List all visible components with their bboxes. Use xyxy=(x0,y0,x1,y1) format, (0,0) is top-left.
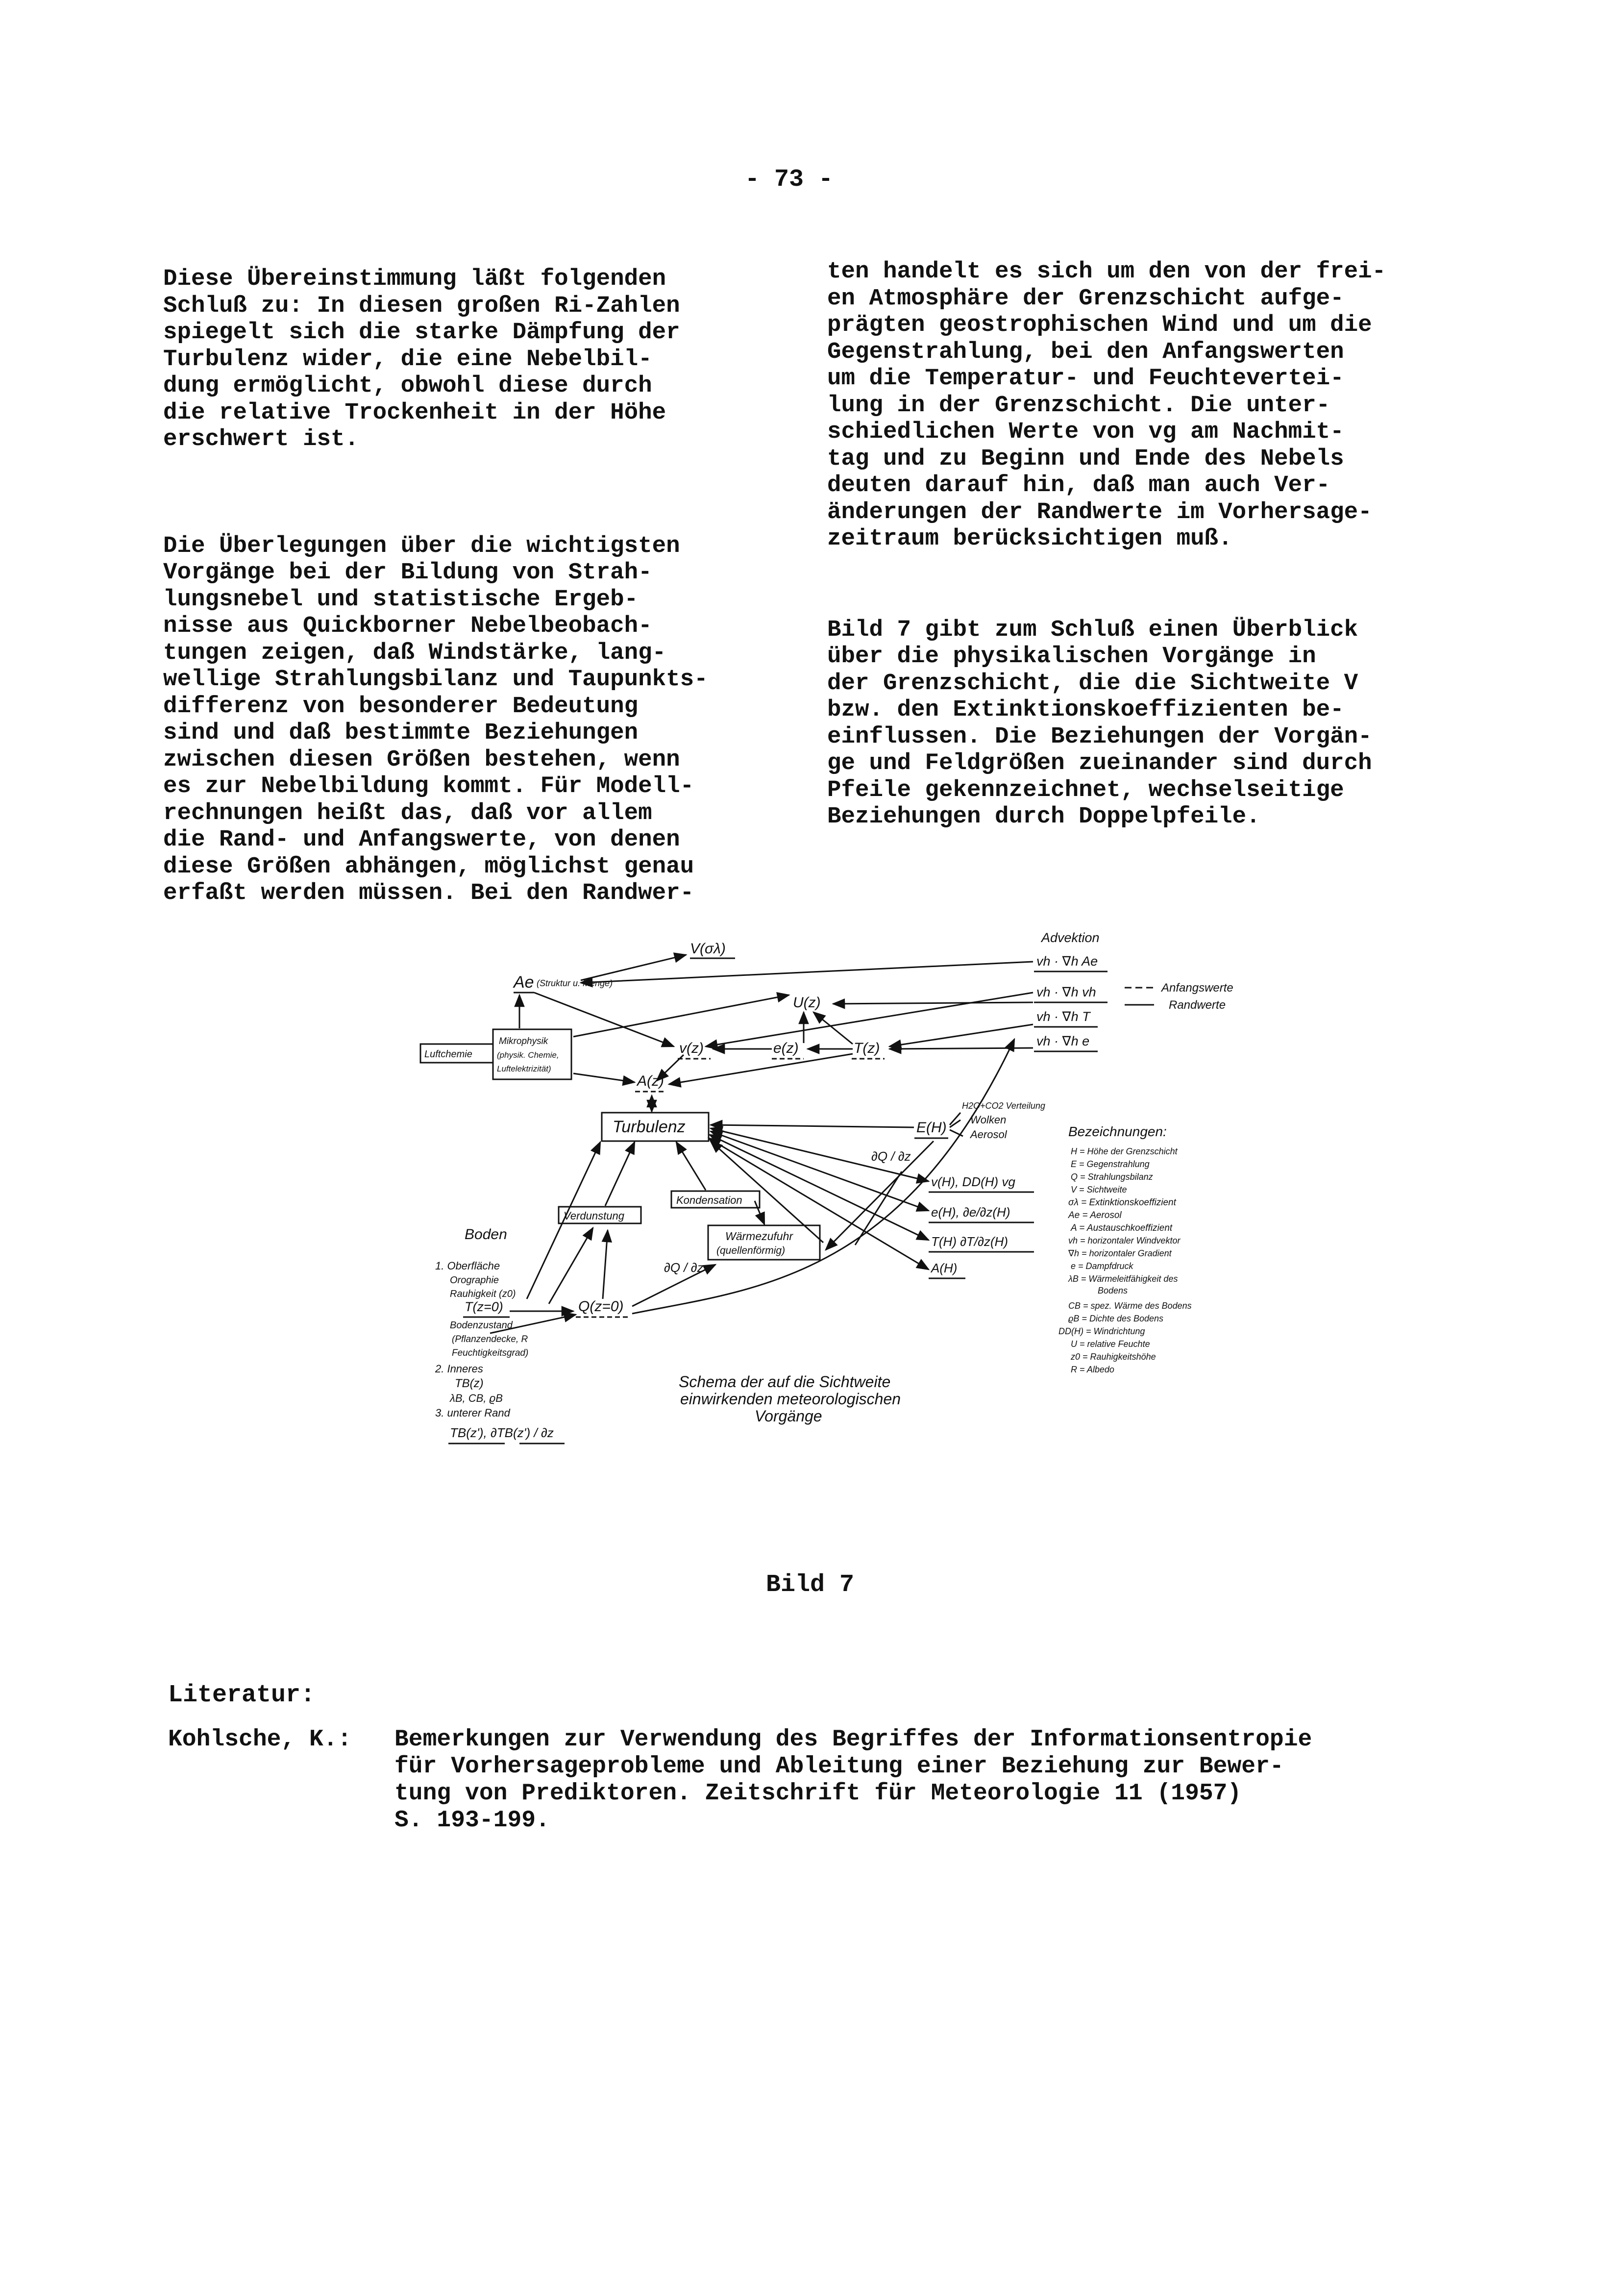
boden-label: Boden xyxy=(465,1226,507,1243)
bez-item-9: ∇h = horizontaler Gradient xyxy=(1068,1248,1172,1258)
boden-item-1: 1. Oberfläche xyxy=(435,1260,500,1272)
schema-title-3: Vorgänge xyxy=(755,1407,822,1425)
figure-caption: Bild 7 xyxy=(766,1571,855,1599)
boden-item-10: λB, CB, ϱB xyxy=(450,1392,503,1404)
mikrophysik-line-3: Luftelektrizität) xyxy=(497,1064,551,1073)
arrow-adv-vh-to-uz xyxy=(833,1002,1033,1004)
left-paragraph-1: Diese Übereinstimmung läßt folgenden Schluß zu: In diesen großen Ri-Zahlen spiegelt sich die starke Dämpfung der Turbulenz wider, die eine Nebelbil- dung ermöglicht, obwohl diese durch die relative Trockenheit in der Höhe erschwert ist. xyxy=(163,266,680,452)
kondensation-label: Kondensation xyxy=(676,1194,742,1206)
arrow-adv-e-to-tz xyxy=(889,1048,1033,1049)
a-z-label: A(z) xyxy=(637,1073,664,1089)
advektion-label: Advektion xyxy=(1041,930,1100,945)
t-z-label: T(z) xyxy=(854,1040,880,1056)
bez-item-2: E = Gegenstrahlung xyxy=(1071,1159,1150,1169)
dq-dz-label-2: ∂Q / ∂z xyxy=(664,1260,704,1275)
boden-item-7: Feuchtigkeitsgrad) xyxy=(452,1348,529,1358)
diagram-arrows xyxy=(490,955,1033,1333)
verdunstung-label: Verdunstung xyxy=(564,1210,624,1222)
eh-source-aerosol: Aerosol xyxy=(970,1128,1007,1141)
e-h-label: E(H) xyxy=(916,1120,947,1136)
v-z-label: v(z) xyxy=(679,1040,704,1056)
page-number: - 73 - xyxy=(745,166,834,194)
v-sigma-label: V(σλ) xyxy=(690,941,726,957)
boden-item-2: Orographie xyxy=(450,1275,499,1286)
boden-item-5: Bodenzustand xyxy=(450,1320,513,1331)
h-pair-e: e(H), ∂e/∂z(H) xyxy=(931,1205,1010,1220)
arrow-turb-kondensation xyxy=(676,1142,706,1190)
reference-author: Kohlsche, K.: xyxy=(168,1726,352,1753)
bez-item-14: ϱB = Dichte des Bodens xyxy=(1068,1314,1164,1323)
q-z0-label: Q(z=0) xyxy=(578,1298,624,1315)
bez-item-18: R = Albedo xyxy=(1071,1365,1114,1374)
mikrophysik-line-2: (physik. Chemie, xyxy=(497,1050,559,1060)
h-pair-t: T(H) ∂T/∂z(H) xyxy=(931,1234,1009,1249)
arrow-mikrophysik-to-uz xyxy=(573,995,789,1037)
h-pair-v: v(H), DD(H) vg xyxy=(931,1174,1015,1189)
adv-term-t: vh · ∇h T xyxy=(1036,1009,1090,1024)
bez-item-5: σλ = Extinktionskoeffizient xyxy=(1068,1197,1176,1208)
bez-item-16: U = relative Feuchte xyxy=(1071,1339,1150,1349)
literature-heading: Literatur: xyxy=(168,1681,316,1709)
waermezufuhr-line-2: (quellenförmig) xyxy=(716,1245,786,1256)
boden-item-11: 3. unterer Rand xyxy=(435,1407,510,1419)
ae-sub-label: (Struktur u. Menge) xyxy=(537,978,613,988)
ae-label: Ae xyxy=(514,973,534,992)
arrow-mikro-to-az xyxy=(573,1073,635,1082)
left-paragraph-2: Die Überlegungen über die wichtigsten Vorgänge bei der Bildung von Strah- lungsnebel und statistische Ergeb- nisse aus Quickborner Nebelbeobach- tungen zeigen, daß Windstärke, lang- wellige Strahlungsbilanz und Taupunkts- differenz von besonderer Bedeutung sind und daß bestimmte Beziehungen zwischen diesen Größen bestehen, wenn es zur Nebelbildung kommt. Für Modell- rechnungen heißt das, daß vor allem die Rand- und Anfangswerte, von denen diese Größen abhängen, möglichst genau erfaßt werden müssen. Bei den Randwer- xyxy=(163,532,708,906)
turbulenz-label: Turbulenz xyxy=(613,1118,686,1136)
bezeichnungen-title: Bezeichnungen: xyxy=(1068,1124,1167,1139)
boden-item-12: TB(z'), ∂TB(z') / ∂z xyxy=(450,1425,554,1440)
bez-item-3: Q = Strahlungsbilanz xyxy=(1071,1172,1153,1182)
arrow-qz0-to-verdunstung xyxy=(603,1230,608,1299)
boden-item-9: TB(z) xyxy=(455,1377,484,1390)
bez-item-17: z0 = Rauhigkeitshöhe xyxy=(1071,1352,1156,1362)
arrow-vz-to-az xyxy=(657,1055,684,1081)
right-column xyxy=(827,205,1386,857)
left-column xyxy=(163,212,708,933)
legend-randwerte: Randwerte xyxy=(1169,998,1226,1012)
bez-item-10: e = Dampfdruck xyxy=(1071,1261,1133,1271)
arrow-adv-t-to-tz xyxy=(889,1024,1033,1046)
eh-source-verteilung: H2O+CO2 Verteilung xyxy=(962,1101,1045,1111)
schema-title-2: einwirkenden meteorologischen xyxy=(680,1390,901,1408)
legend-anfangswerte: Anfangswerte xyxy=(1161,981,1233,995)
eh-source-wolken: Wolken xyxy=(970,1114,1007,1126)
h-pair-a: A(H) xyxy=(931,1261,958,1275)
mikrophysik-line-1: Mikrophysik xyxy=(499,1036,548,1046)
bez-item-12: Bodens xyxy=(1098,1286,1128,1295)
bez-item-13: CB = spez. Wärme des Bodens xyxy=(1068,1301,1192,1311)
bez-item-8: vh = horizontaler Windvektor xyxy=(1068,1236,1181,1245)
e-z-label: e(z) xyxy=(773,1040,799,1056)
arrow-adv-vh-to-vz xyxy=(706,993,1033,1046)
schema-diagram-svg xyxy=(412,926,1274,1488)
bez-item-4: V = Sichtweite xyxy=(1071,1185,1127,1195)
bez-item-7: A = Austauschkoeffizient xyxy=(1071,1223,1173,1233)
bez-item-1: H = Höhe der Grenzschicht xyxy=(1071,1146,1178,1156)
schema-title-1: Schema der auf die Sichtweite xyxy=(679,1373,891,1391)
right-paragraph-2: Bild 7 gibt zum Schluß einen Überblick über die physikalischen Vorgänge in der Grenzschicht, die die Sichtweite V bzw. den Extinktionskoeffizienten be- einflussen. Die Beziehungen der Vorgän- ge und Feldgrößen zueinander sind durch Pfeile gekennzeichnet, wechselseitige Beziehungen durch Doppelpfeile. xyxy=(827,616,1372,830)
boden-item-8: 2. Inneres xyxy=(435,1363,483,1375)
bez-item-6: Ae = Aerosol xyxy=(1068,1210,1122,1220)
figure-schema-diagram xyxy=(412,926,1274,1488)
luftchemie-label: Luftchemie xyxy=(424,1049,472,1060)
bez-item-15: DD(H) = Windrichtung xyxy=(1058,1326,1145,1336)
arrow-turb-verdunstung xyxy=(605,1142,635,1206)
reference-text: Bemerkungen zur Verwendung des Begriffes der Informationsentropie für Vorhersageprobleme und Ableitung einer Beziehung zur Bewer- tung von Prediktoren. Zeitschrift für Meteorologie 11 (1957) S. 193-199. xyxy=(394,1726,1312,1834)
boden-item-4: T(z=0) xyxy=(465,1299,503,1314)
boden-item-3: Rauhigkeit (z0) xyxy=(450,1289,516,1299)
adv-term-e: vh · ∇h e xyxy=(1036,1034,1090,1048)
waermezufuhr-line-1: Wärmezufuhr xyxy=(725,1230,793,1243)
adv-term-ae: vh · ∇h Ae xyxy=(1036,954,1098,969)
adv-term-vh: vh · ∇h vh xyxy=(1036,985,1096,999)
boden-item-6: (Pflanzendecke, R xyxy=(452,1334,528,1344)
dq-dz-label: ∂Q / ∂z xyxy=(871,1149,911,1164)
arrow-eh-to-turbulenz xyxy=(711,1125,914,1127)
right-paragraph-1: ten handelt es sich um den von der frei- en Atmosphäre der Grenzschicht aufge- prägten geostrophischen Wind und um die Gegenstrahlung, bei den Anfangswerten um die Temperatur- und Feuchtevertei- lung in der Grenzschicht. Die unter- schiedlichen Werte von vg am Nachmit- tag und zu Beginn und Ende des Nebels deuten darauf hin, daß man auch Ver- änderungen der Randwerte im Vorhersage- zeitraum berücksichtigen muß. xyxy=(827,258,1386,552)
u-z-label: U(z) xyxy=(793,995,821,1011)
arrow-ae-to-vsigma xyxy=(581,955,686,980)
arrow-adv-ae-to-ae xyxy=(581,962,1033,983)
bez-item-11: λB = Wärmeleitfähigkeit des xyxy=(1068,1274,1178,1284)
